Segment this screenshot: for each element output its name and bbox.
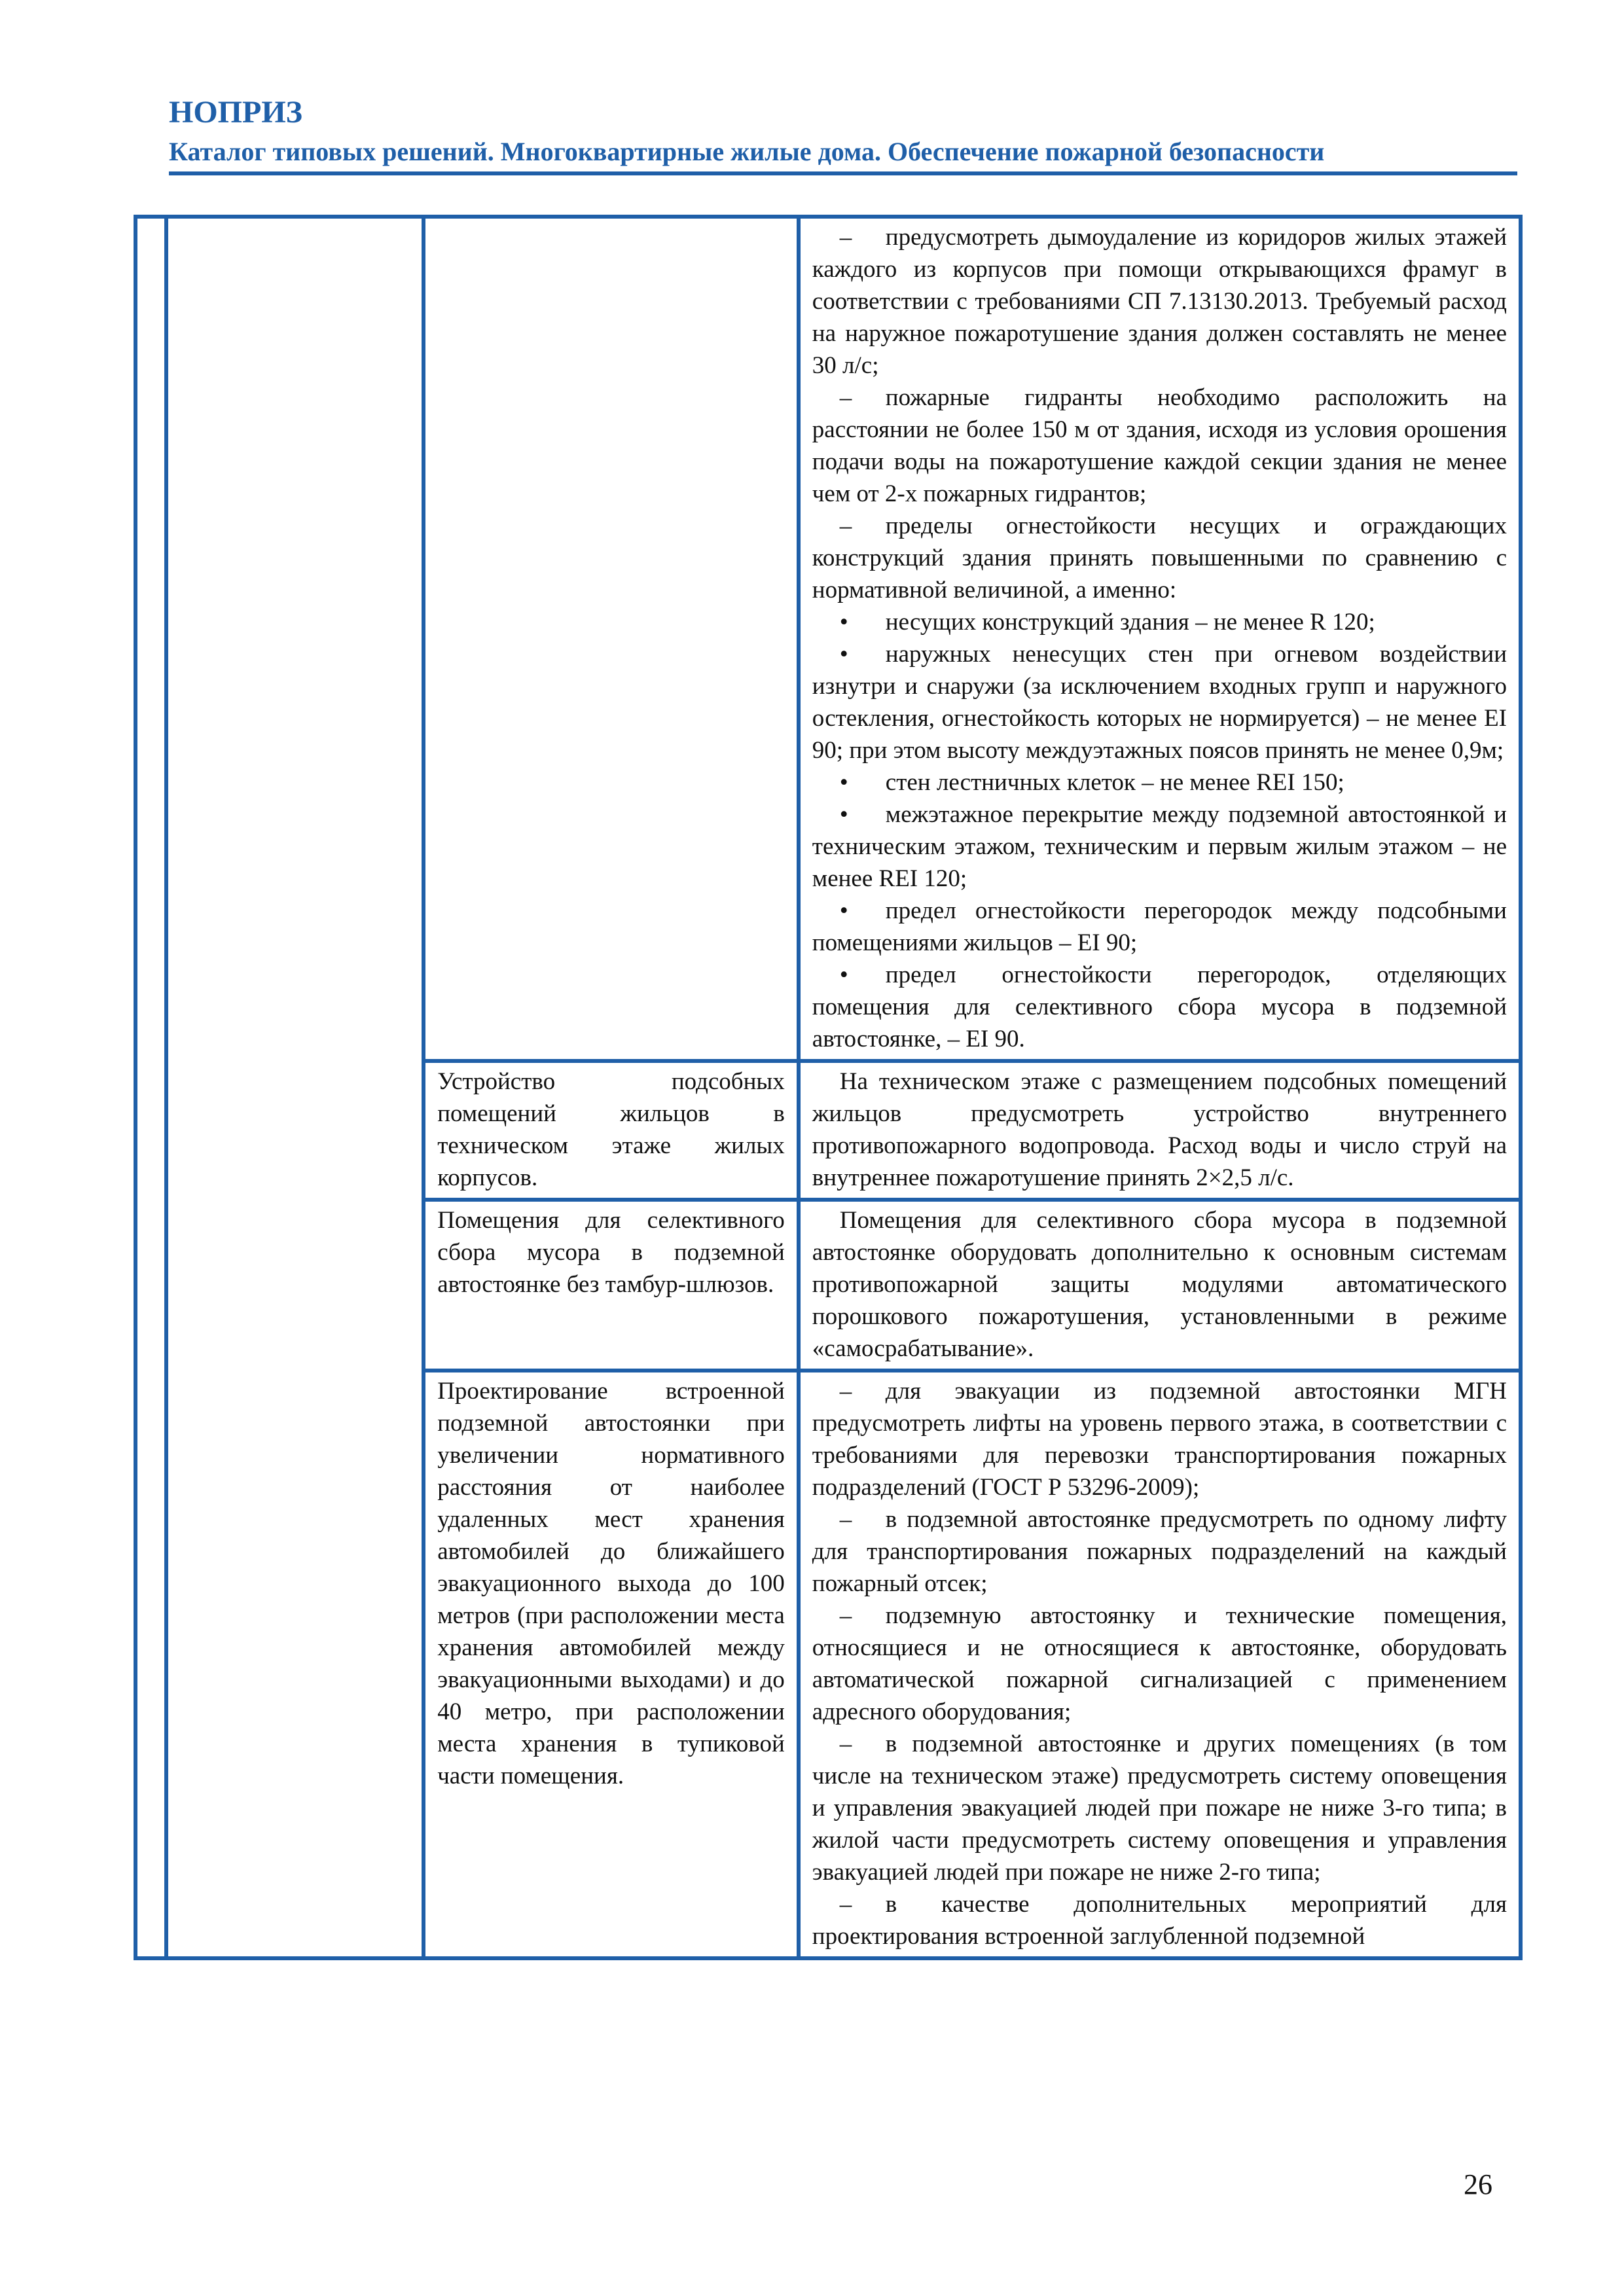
item-text: предусмотреть дымоудаление из коридоров жилых этажей каждого из корпусов при помощи открывающихся фрамуг в соответствии с требованиями СП 7.13130.2013. Требуемый расход на наружное пожаротушение здания должен составлять не менее 30 л/с;: [812, 224, 1507, 379]
dash-item: [812, 382, 1507, 510]
item-text: в качестве дополнительных мероприятий для проектирования встроенной заглубленной подземной: [812, 1891, 1507, 1950]
page-header: [169, 92, 1517, 170]
page-number: 26: [1464, 2168, 1492, 2200]
measures-cell: [799, 1371, 1521, 1958]
bullet-item: [812, 638, 1507, 766]
bullet-marker: •: [839, 641, 848, 668]
requirement-cell: Устройство подсобных помещений жильцов в техническом этаже жилых корпусов.: [424, 1061, 799, 1200]
item-text: стен лестничных клеток – не менее REI 150;: [885, 769, 1344, 796]
bullet-marker: •: [839, 609, 848, 636]
table-row: [135, 217, 1521, 1061]
header-rule: [169, 171, 1517, 175]
dash-marker: –: [839, 1602, 852, 1629]
item-text: наружных ненесущих стен при огневом воздействии изнутри и снаружи (за исключением входных групп и наружного остекления, огнестойкость которых не нормируется) – не менее EI 90; при этом высоту междуэтажных поясов принять не менее 0,9м;: [812, 641, 1507, 764]
item-text: предел огнестойкости перегородок между подсобными помещениями жильцов – EI 90;: [812, 897, 1507, 956]
object-cell: [166, 217, 424, 1958]
dash-item: [812, 1375, 1507, 1503]
bullet-marker: •: [839, 897, 848, 924]
dash-marker: –: [839, 1731, 852, 1757]
dash-item: [812, 1888, 1507, 1952]
dash-marker: –: [839, 384, 852, 411]
paragraph: На техническом этаже с размещением подсобных помещений жильцов предусмотреть устройство внутреннего противопожарного водопровода. Расход воды и число струй на внутреннее пожаротушение принять 2×2,5 л/с.: [812, 1068, 1507, 1191]
item-text: подземную автостоянку и технические помещения, относящиеся и не относящиеся к автостоянке, оборудовать автоматической пожарной сигнализацией с применением адресного оборудования;: [812, 1602, 1507, 1725]
requirement-cell: Проектирование встроенной подземной автостоянки при увеличении нормативного расстояния от наиболее удаленных мест хранения автомобилей до ближайшего эвакуационного выхода до 100 метров (при расположении места хранения автомобилей между эвакуационными выходами) и до 40 метро, при расположении места хранения в тупиковой части помещения.: [424, 1371, 799, 1958]
item-text: межэтажное перекрытие между подземной автостоянкой и техническим этажом, техническим и первым жилым этажом – не менее REI 120;: [812, 801, 1507, 892]
bullet-marker: •: [839, 961, 848, 988]
item-text: предел огнестойкости перегородок, отделяющих помещения для селективного сбора мусора в подземной автостоянке, – EI 90.: [812, 961, 1507, 1052]
paragraph: Помещения для селективного сбора мусора в подземной автостоянке оборудовать дополнительно к основным системам противопожарной защиты модулями автоматического порошкового пожаротушения, установленными в режиме «самосрабатывание».: [812, 1207, 1507, 1362]
item-text: для эвакуации из подземной автостоянки МГН предусмотреть лифты на уровень первого этажа, в соответствии с требованиями для перевозки транспортирования пожарных подразделений (ГОСТ Р 53296-2009);: [812, 1378, 1507, 1501]
dash-marker: –: [839, 512, 852, 539]
bullet-item: [812, 606, 1507, 638]
measures-cell: [799, 1200, 1521, 1371]
requirement-cell: [424, 217, 799, 1061]
dash-item: [812, 1600, 1507, 1728]
number-cell: [135, 217, 166, 1958]
bullet-item: [812, 895, 1507, 959]
bullet-item: [812, 959, 1507, 1055]
item-text: пожарные гидранты необходимо расположить на расстоянии не более 150 м от здания, исходя из условия орошения подачи воды на пожаротушение каждой секции здания не менее чем от 2-х пожарных гидрантов;: [812, 384, 1507, 507]
dash-item: [812, 1728, 1507, 1888]
dash-item: [812, 221, 1507, 382]
bullet-marker: •: [839, 801, 848, 828]
measures-cell: [799, 1061, 1521, 1200]
dash-marker: –: [839, 1506, 852, 1533]
bullet-item: [812, 798, 1507, 895]
item-text: в подземной автостоянке предусмотреть по одному лифту для транспортирования пожарных подразделений на каждый пожарный отсек;: [812, 1506, 1507, 1597]
dash-marker: –: [839, 1891, 852, 1918]
measures-cell: [799, 217, 1521, 1061]
dash-marker: –: [839, 224, 852, 251]
dash-item: [812, 1503, 1507, 1600]
requirements-table: [134, 215, 1523, 1960]
dash-item: [812, 510, 1507, 606]
catalog-title: Каталог типовых решений. Многоквартирные жилые дома. Обеспечение пожарной безопасности: [169, 137, 1325, 166]
item-text: в подземной автостоянке и других помещениях (в том числе на техническом этаже) предусмотреть систему оповещения и управления эвакуацией людей при пожаре не ниже 3-го типа; в жилой части предусмотреть систему оповещения и управления эвакуацией людей при пожаре не ниже 2-го типа;: [812, 1731, 1507, 1886]
organization-name: НОПРИЗ: [169, 95, 302, 130]
bullet-item: [812, 766, 1507, 798]
item-text: несущих конструкций здания – не менее R 120;: [885, 609, 1375, 636]
requirement-cell: Помещения для селективного сбора мусора в подземной автостоянке без тамбур-шлюзов.: [424, 1200, 799, 1371]
bullet-marker: •: [839, 769, 848, 796]
item-text: пределы огнестойкости несущих и ограждающих конструкций здания принять повышенными по сравнению с нормативной величиной, а именно:: [812, 512, 1507, 603]
dash-marker: –: [839, 1378, 852, 1405]
